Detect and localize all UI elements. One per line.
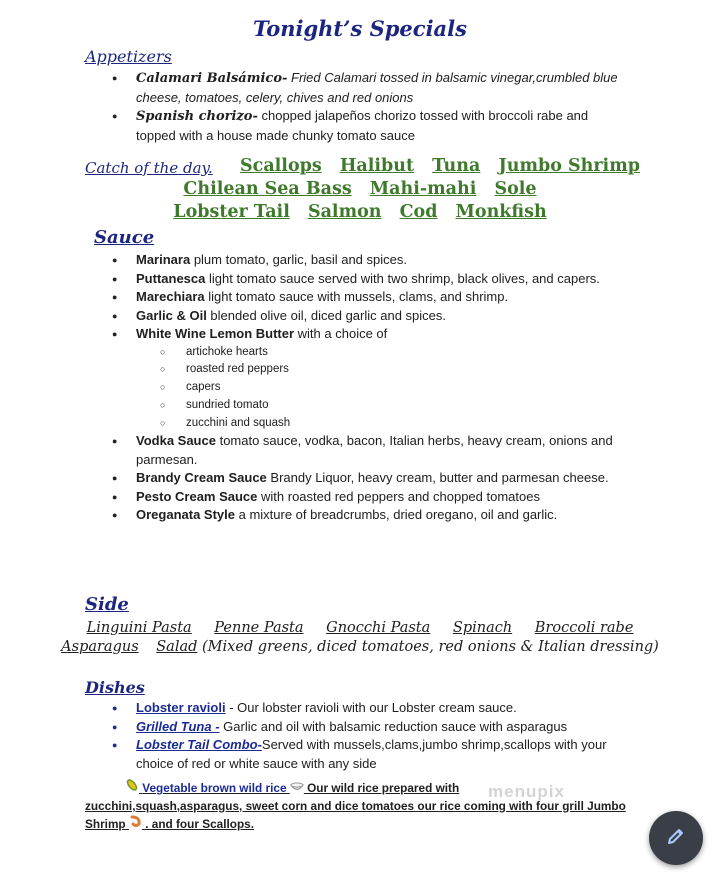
list-item: ● Puttanesca light tomato sauce served with two shrimp, black olives, and capers. xyxy=(110,270,630,289)
page-title: Tonight’s Specials xyxy=(253,16,467,41)
watermark: menupix xyxy=(488,782,565,801)
catch-item: Cod xyxy=(399,202,438,222)
choice-item: ○ roasted red peppers xyxy=(136,361,630,379)
pencil-icon xyxy=(666,826,686,851)
side-item: Penne Pasta xyxy=(214,620,304,636)
side-item: Broccoli rabe xyxy=(534,620,634,636)
list-item: ● Marinara plum tomato, garlic, basil and spices. xyxy=(110,251,630,270)
list-item: ● Lobster ravioli - Our lobster ravioli with our Lobster cream sauce. xyxy=(110,699,630,718)
catch-item: Sole xyxy=(494,179,537,199)
appetizers-list xyxy=(110,69,630,145)
list-item: ● Vodka Sauce tomato sauce, vodka, bacon, Italian herbs, heavy cream, onions and parmesan. xyxy=(110,432,630,469)
list-item: ● Lobster Tail Combo-Served with mussels,clams,jumbo shrimp,scallops with your choice of red or white sauce with any side xyxy=(110,736,630,773)
list-item: ● Oreganata Style a mixture of breadcrumbs, dried oregano, oil and garlic. xyxy=(110,506,630,525)
rice-bowl-icon xyxy=(290,780,304,798)
catch-item: Tuna xyxy=(432,156,481,176)
edit-button[interactable] xyxy=(649,811,703,865)
catch-line-1 xyxy=(0,156,720,176)
list-item: ● Pesto Cream Sauce with roasted red peppers and chopped tomatoes xyxy=(110,488,630,507)
catch-item: Salmon xyxy=(307,202,382,222)
choice-item: ○ artichoke hearts xyxy=(136,344,630,362)
catch-heading: Catch of the day. xyxy=(85,159,213,177)
list-item: ● Brandy Cream Sauce Brandy Liquor, heavy cream, butter and parmesan cheese. xyxy=(110,469,630,488)
salad-note: (Mixed greens, diced tomatoes, red onions & Italian dressing) xyxy=(202,639,659,655)
catch-item: Mahi-mahi xyxy=(369,179,477,199)
catch-item: Jumbo Shrimp xyxy=(498,156,640,176)
list-item: ● Spanish chorizo- chopped jalapeños chorizo tossed with broccoli rabe and topped with a house made chunky tomato sauce xyxy=(110,107,630,145)
vegetable-rice-note: Vegetable brown wild rice Our wild rice prepared with zucchini,squash,asparagus, sweet corn and dice tomatoes our rice coming with four grill Jumbo Shrimp . and four Scallops. xyxy=(85,778,645,834)
side-heading: Side xyxy=(85,594,129,615)
vegetable-rice-name: Vegetable brown wild rice xyxy=(142,781,287,795)
choice-item: ○ sundried tomato xyxy=(136,397,630,415)
list-item: ● Garlic & Oil blended olive oil, diced garlic and spices. xyxy=(110,307,630,326)
side-item: Asparagus xyxy=(61,639,139,655)
catch-item: Halibut xyxy=(339,156,415,176)
list-item: ● Grilled Tuna - Garlic and oil with balsamic reduction sauce with asparagus xyxy=(110,718,630,737)
catch-line-3 xyxy=(0,202,720,222)
catch-item: Scallops xyxy=(240,156,322,176)
sauce-heading: Sauce xyxy=(94,227,155,248)
side-item: Spinach xyxy=(452,620,513,636)
side-item: Linguini Pasta xyxy=(86,620,192,636)
shrimp-icon xyxy=(129,815,142,834)
appetizers-heading: Appetizers xyxy=(85,47,172,66)
side-item: Salad xyxy=(156,639,198,655)
catch-line-2 xyxy=(0,179,720,199)
catch-item: Chilean Sea Bass xyxy=(183,179,352,199)
sauce-list xyxy=(110,251,630,525)
catch-item: Lobster Tail xyxy=(173,202,290,222)
list-item: ● White Wine Lemon Butter with a choice of ○ artichoke hearts ○ roasted red peppers ○ capers ○ sundried tomato ○ zucchini and squash xyxy=(110,325,630,432)
choice-item: ○ capers xyxy=(136,379,630,397)
catch-item: Monkfish xyxy=(455,202,547,222)
corn-icon xyxy=(125,778,139,798)
list-item: ● Calamari Balsámico- Fried Calamari tossed in balsamic vinegar,crumbled blue cheese, tomatoes, celery, chives and red onions xyxy=(110,69,630,107)
sauce-choices xyxy=(136,344,630,433)
dishes-list xyxy=(110,699,630,773)
choice-item: ○ zucchini and squash xyxy=(136,415,630,433)
dishes-heading: Dishes xyxy=(85,678,145,697)
side-row-1 xyxy=(0,620,720,636)
side-item: Gnocchi Pasta xyxy=(326,620,431,636)
list-item: ● Marechiara light tomato sauce with mussels, clams, and shrimp. xyxy=(110,288,630,307)
side-row-2 xyxy=(0,639,720,655)
